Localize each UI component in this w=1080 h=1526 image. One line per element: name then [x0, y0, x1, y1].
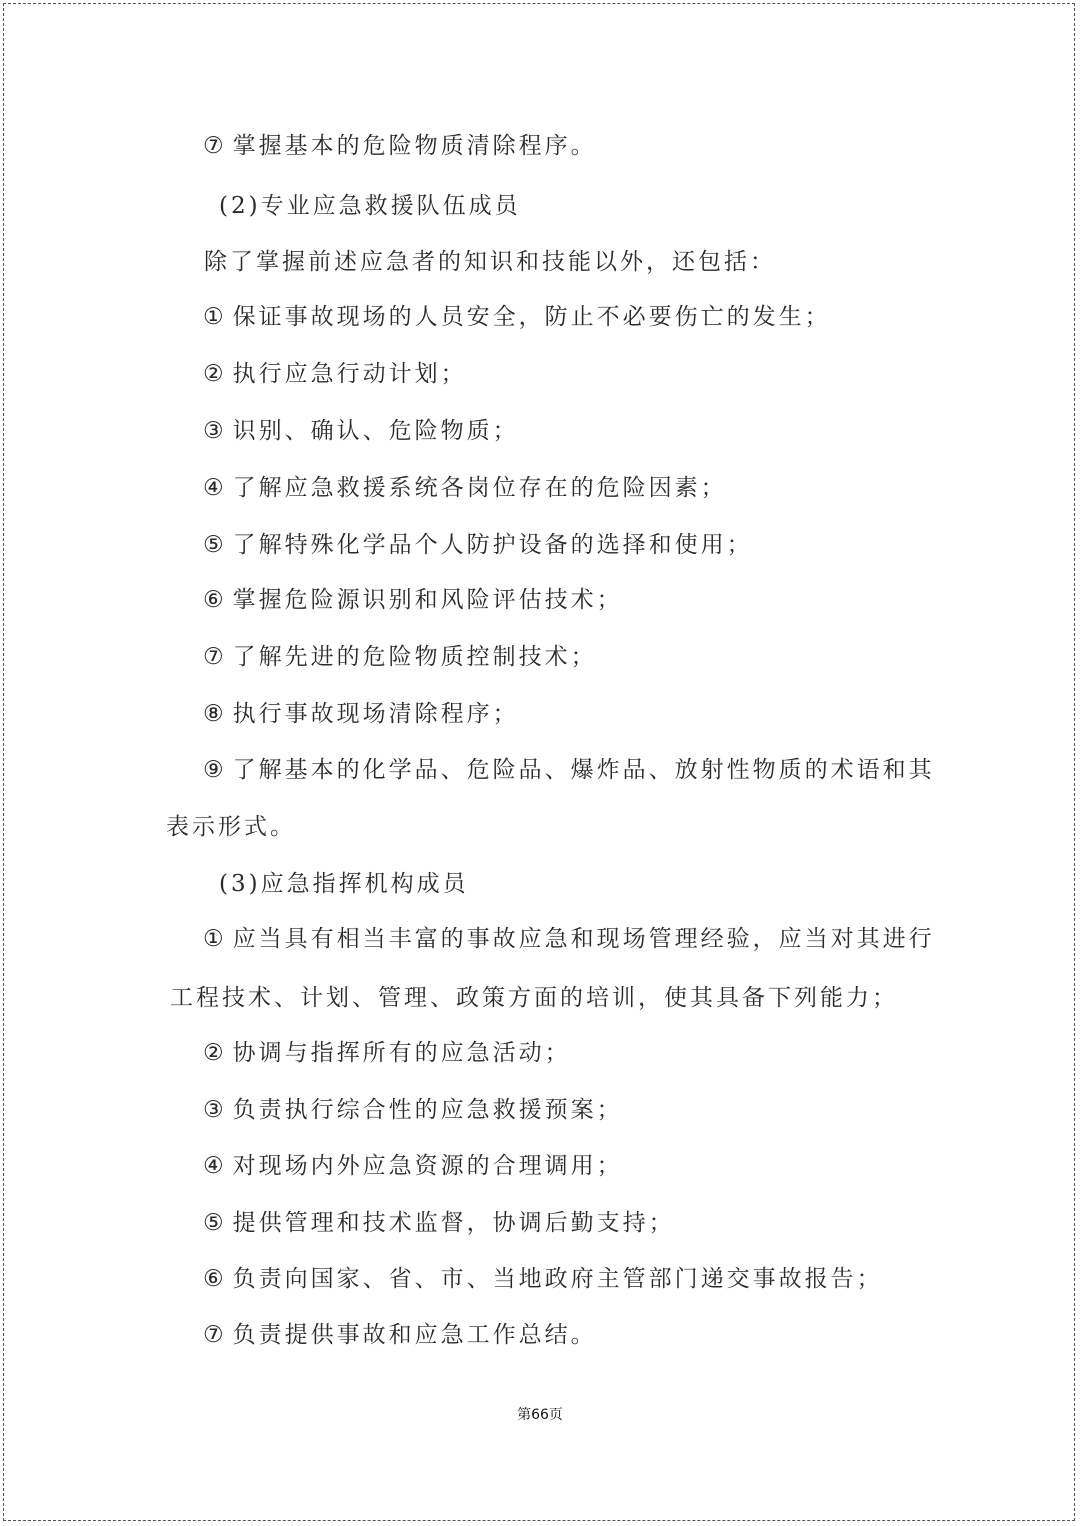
text-line — [203, 1038, 571, 1068]
line-text: 负责向国家、省、市、当地政府主管部门递交事故报告； — [232, 1266, 883, 1292]
list-marker: ③ — [203, 418, 227, 444]
list-marker: ⑦ — [203, 1322, 227, 1348]
page-number: 第66页 — [517, 1407, 563, 1423]
list-marker: ④ — [203, 475, 227, 501]
list-marker: ② — [203, 361, 227, 387]
text-line — [203, 416, 519, 446]
text-line — [203, 585, 623, 615]
line-text: 了解先进的危险物质控制技术； — [232, 644, 597, 670]
line-text: 掌握基本的危险物质清除程序。 — [232, 133, 597, 159]
line-text: 了解特殊化学品个人防护设备的选择和使用； — [232, 532, 753, 558]
line-text: (3)应急指挥机构成员 — [219, 871, 469, 897]
list-marker: ④ — [203, 1153, 227, 1179]
text-line — [203, 1264, 883, 1294]
text-line — [204, 247, 776, 277]
list-marker: ⑧ — [203, 701, 227, 727]
line-text: 执行事故现场清除程序； — [232, 701, 519, 727]
line-text: 应当具有相当丰富的事故应急和现场管理经验，应当对其进行 — [232, 926, 935, 952]
text-line — [203, 473, 727, 503]
list-marker: ⑤ — [203, 1210, 227, 1236]
list-marker: ⑥ — [203, 587, 227, 613]
line-text: 了解应急救援系统各岗位存在的危险因素； — [232, 475, 727, 501]
line-text: 负责执行综合性的应急救援预案； — [232, 1097, 623, 1123]
line-text: 对现场内外应急资源的合理调用； — [232, 1153, 623, 1179]
text-line — [203, 302, 831, 332]
list-marker: ② — [203, 1040, 227, 1066]
line-text: 保证事故现场的人员安全，防止不必要伤亡的发生； — [232, 304, 831, 330]
line-text: 识别、确认、危险物质； — [232, 418, 519, 444]
line-text: 工程技术、计划、管理、政策方面的培训，使其具备下列能力； — [170, 985, 898, 1011]
text-line — [203, 1320, 597, 1350]
text-line — [203, 359, 467, 389]
text-line — [203, 1208, 675, 1238]
text-line — [203, 131, 597, 161]
text-line — [203, 924, 935, 954]
section-heading — [219, 869, 469, 899]
line-text: 执行应急行动计划； — [232, 361, 467, 387]
text-line — [203, 755, 935, 785]
line-text: 提供管理和技术监督，协调后勤支持； — [232, 1210, 675, 1236]
list-marker: ⑦ — [203, 644, 227, 670]
text-line — [203, 642, 597, 672]
line-text: 了解基本的化学品、危险品、爆炸品、放射性物质的术语和其 — [232, 757, 935, 783]
text-line — [203, 530, 753, 560]
list-marker: ⑤ — [203, 532, 227, 558]
line-text: 负责提供事故和应急工作总结。 — [232, 1322, 597, 1348]
text-line — [203, 699, 519, 729]
list-marker: ① — [203, 926, 227, 952]
list-marker: ⑦ — [203, 133, 227, 159]
text-line — [170, 983, 898, 1013]
line-text: (2)专业应急救援队伍成员 — [219, 193, 521, 219]
line-text: 除了掌握前述应急者的知识和技能以外，还包括： — [204, 249, 776, 275]
section-heading — [219, 191, 521, 221]
line-text: 掌握危险源识别和风险评估技术； — [232, 587, 623, 613]
list-marker: ⑨ — [203, 757, 227, 783]
text-line — [166, 812, 296, 842]
text-line — [203, 1095, 623, 1125]
list-marker: ③ — [203, 1097, 227, 1123]
line-text: 表示形式。 — [166, 814, 296, 840]
text-line — [203, 1151, 623, 1181]
list-marker: ① — [203, 304, 227, 330]
line-text: 协调与指挥所有的应急活动； — [232, 1040, 571, 1066]
list-marker: ⑥ — [203, 1266, 227, 1292]
